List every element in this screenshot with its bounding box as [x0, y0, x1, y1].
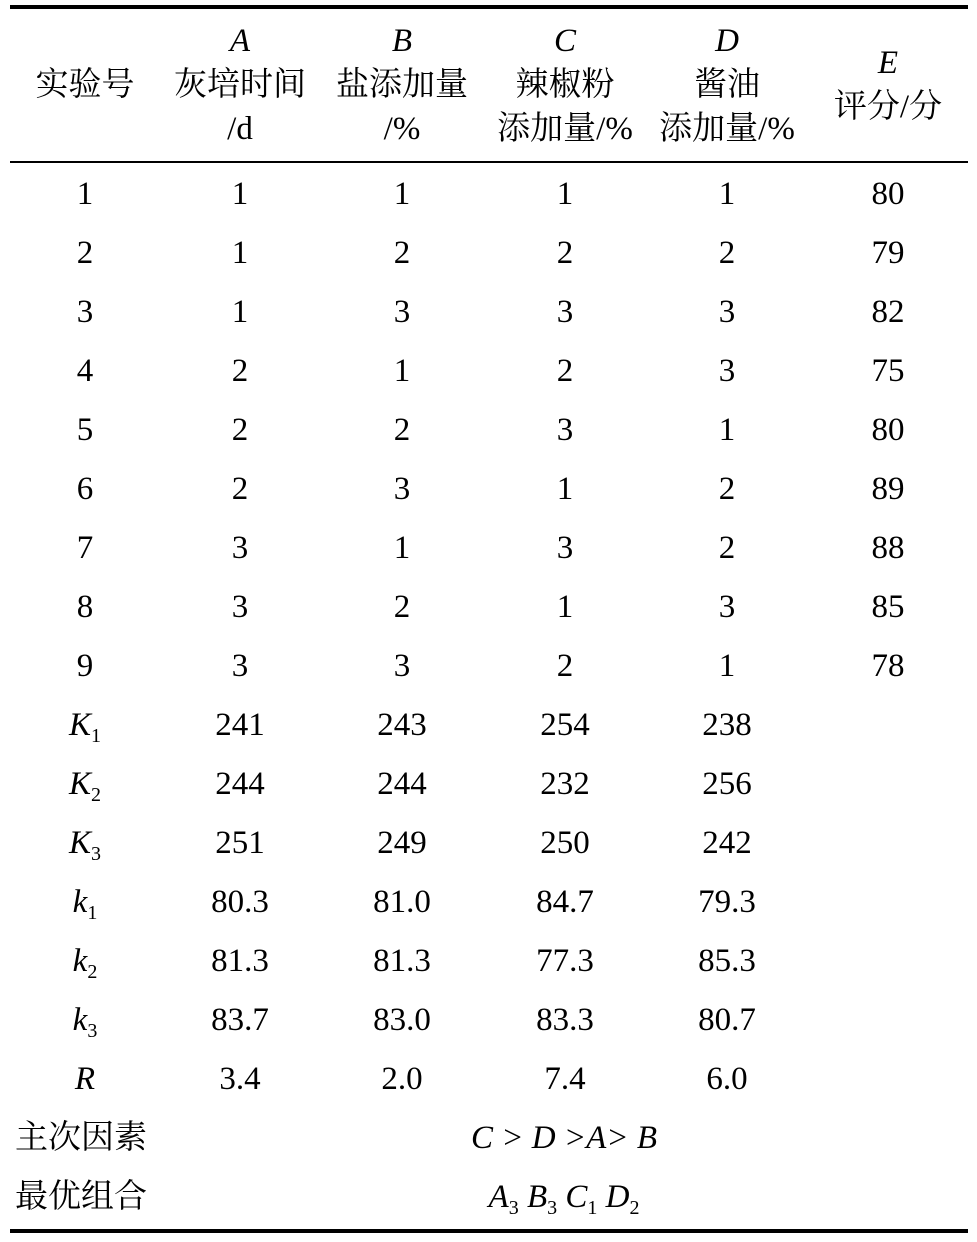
factor-b-cell: 2: [393, 412, 411, 448]
score-cell: 85: [871, 589, 905, 625]
score-cell: 80: [871, 412, 905, 448]
stat-subscript: 3: [87, 1020, 98, 1042]
stat-a-cell: 81.3: [211, 943, 269, 979]
factor-a-cell: 1: [231, 294, 249, 330]
table-row-optimal: [10, 1168, 968, 1227]
stat-a-cell: 80.3: [211, 884, 269, 920]
optimal-level: 2: [629, 1197, 640, 1219]
header-label: 实验号: [35, 67, 135, 103]
optimal-factor: A: [488, 1179, 509, 1215]
factor-c-cell: 2: [556, 648, 574, 684]
stat-b-cell: 83.0: [373, 1002, 431, 1038]
factor-b-cell: 3: [393, 648, 411, 684]
score-cell: 78: [871, 648, 905, 684]
header-score-e: [808, 9, 968, 161]
factor-a-cell: 3: [231, 589, 249, 625]
stat-d-cell: 256: [702, 766, 752, 802]
stat-c-cell: 77.3: [536, 943, 594, 979]
factor-letter: D: [715, 23, 739, 59]
factor-d-cell: 3: [718, 589, 736, 625]
stat-symbol: K: [68, 825, 91, 861]
score-cell: 75: [871, 353, 905, 389]
stat-symbol: K: [68, 766, 91, 802]
stat-symbol: k: [72, 884, 88, 920]
optimal-level: 1: [587, 1197, 598, 1219]
factor-a-cell: 3: [231, 530, 249, 566]
table-row-k3: [10, 991, 968, 1050]
optimal-term: [526, 1179, 558, 1219]
run-number-cell: 3: [76, 294, 94, 330]
optimal-term: [605, 1179, 640, 1219]
factor-a-cell: 2: [231, 353, 249, 389]
header-run-number: [10, 9, 160, 161]
stat-b-cell: 81.0: [373, 884, 431, 920]
score-cell: 80: [871, 176, 905, 212]
factor-order-value: [160, 1109, 968, 1168]
table-row-run-3: [10, 283, 968, 342]
table-row-run-4: [10, 342, 968, 401]
factor-c-cell: 3: [556, 412, 574, 448]
factor-d-cell: 2: [718, 235, 736, 271]
empty-cell: [808, 755, 968, 814]
factor-c-cell: 1: [556, 471, 574, 507]
score-cell: 89: [871, 471, 905, 507]
factor-unit: /%: [383, 111, 421, 147]
stat-a-cell: 3.4: [219, 1061, 261, 1097]
stat-subscript: 1: [91, 725, 101, 747]
stat-d-cell: 242: [702, 825, 752, 861]
stat-d-cell: 79.3: [698, 884, 756, 920]
bottom-rule: [10, 1229, 968, 1233]
table-row-run-6: [10, 460, 968, 519]
factor-d-cell: 1: [718, 412, 736, 448]
table-row-run-5: [10, 401, 968, 460]
optimal-term: [565, 1179, 598, 1219]
factor-a-cell: 2: [231, 412, 249, 448]
factor-name: 灰培时间: [174, 67, 306, 103]
factor-b-cell: 2: [393, 235, 411, 271]
factor-d-cell: 1: [718, 176, 736, 212]
stat-symbol: k: [72, 943, 88, 979]
header-factor-d: [646, 9, 808, 161]
stat-c-cell: 254: [540, 707, 590, 743]
factor-order-label: 主次因素: [15, 1120, 147, 1156]
stat-subscript: 3: [91, 843, 101, 865]
optimal-level: 3: [547, 1197, 558, 1219]
factor-letter: C: [553, 23, 576, 59]
factor-a-cell: 1: [231, 235, 249, 271]
stat-symbol: K: [68, 707, 91, 743]
factor-c-cell: 2: [556, 353, 574, 389]
factor-name: 酱油: [694, 67, 760, 103]
run-number-cell: 6: [76, 471, 94, 507]
stat-a-cell: 241: [215, 707, 265, 743]
table-row-K2: [10, 755, 968, 814]
factor-b-cell: 3: [393, 294, 411, 330]
table-row-run-2: [10, 224, 968, 283]
factor-b-cell: 2: [393, 589, 411, 625]
optimal-value: [160, 1168, 968, 1227]
stat-label-cell: [10, 873, 160, 932]
stat-label-cell: [10, 1050, 160, 1109]
factor-unit: 添加量/%: [497, 111, 633, 147]
table-row-run-7: [10, 519, 968, 578]
header-factor-b: [320, 9, 484, 161]
factor-letter: B: [391, 23, 413, 59]
optimal-factor: B: [526, 1179, 548, 1215]
stat-c-cell: 232: [540, 766, 590, 802]
stat-subscript: 2: [91, 784, 101, 806]
stat-b-cell: 244: [377, 766, 427, 802]
factor-b-cell: 1: [393, 530, 411, 566]
factor-c-cell: 3: [556, 530, 574, 566]
factor-d-cell: 3: [718, 294, 736, 330]
stat-d-cell: 85.3: [698, 943, 756, 979]
empty-cell: [808, 1050, 968, 1109]
factor-d-cell: 2: [718, 530, 736, 566]
table-row-run-1: [10, 165, 968, 224]
stat-c-cell: 7.4: [544, 1061, 586, 1097]
empty-cell: [808, 991, 968, 1050]
run-number-cell: 1: [76, 176, 94, 212]
stat-label-cell: [10, 755, 160, 814]
run-number-cell: 9: [76, 648, 94, 684]
factor-letter: A: [229, 23, 251, 59]
stat-d-cell: 6.0: [706, 1061, 748, 1097]
factor-c-cell: 2: [556, 235, 574, 271]
factor-b-cell: 3: [393, 471, 411, 507]
header-factor-a: [160, 9, 320, 161]
empty-cell: [808, 873, 968, 932]
factor-name: 盐添加量: [336, 67, 468, 103]
table-row-run-8: [10, 578, 968, 637]
stat-a-cell: 244: [215, 766, 265, 802]
table-row-run-9: [10, 637, 968, 696]
stat-b-cell: 2.0: [381, 1061, 423, 1097]
results-table: [10, 165, 968, 1227]
factor-b-cell: 1: [393, 176, 411, 212]
table-header: [10, 9, 968, 161]
factor-d-cell: 2: [718, 471, 736, 507]
run-number-cell: 2: [76, 235, 94, 271]
empty-cell: [808, 696, 968, 755]
stat-c-cell: 84.7: [536, 884, 594, 920]
factor-d-cell: 1: [718, 648, 736, 684]
run-number-cell: 4: [76, 353, 94, 389]
header-rule: [10, 161, 968, 163]
factor-c-cell: 3: [556, 294, 574, 330]
score-cell: 79: [871, 235, 905, 271]
factor-a-cell: 2: [231, 471, 249, 507]
factor-c-cell: 1: [556, 589, 574, 625]
stat-d-cell: 80.7: [698, 1002, 756, 1038]
score-cell: 82: [871, 294, 905, 330]
factor-d-cell: 3: [718, 353, 736, 389]
table-row-R: [10, 1050, 968, 1109]
score-letter: E: [877, 45, 899, 81]
table-row-K1: [10, 696, 968, 755]
stat-symbol: k: [72, 1002, 88, 1038]
table-row-factor-order: [10, 1109, 968, 1168]
optimal-factor: D: [605, 1179, 630, 1215]
optimal-level: 3: [508, 1197, 519, 1219]
factor-c-cell: 1: [556, 176, 574, 212]
empty-cell: [808, 932, 968, 991]
factor-a-cell: 1: [231, 176, 249, 212]
factor-unit: /d: [227, 111, 253, 147]
stat-c-cell: 83.3: [536, 1002, 594, 1038]
score-cell: 88: [871, 530, 905, 566]
stat-label-cell: [10, 991, 160, 1050]
stat-b-cell: 243: [377, 707, 427, 743]
stat-c-cell: 250: [540, 825, 590, 861]
table-row-k2: [10, 932, 968, 991]
run-number-cell: 5: [76, 412, 94, 448]
table-row-k1: [10, 873, 968, 932]
factor-unit: 添加量/%: [659, 111, 795, 147]
stat-subscript: 2: [87, 961, 98, 983]
stat-label-cell: [10, 932, 160, 991]
stat-b-cell: 81.3: [373, 943, 431, 979]
stat-subscript: 1: [87, 902, 98, 924]
stat-symbol: R: [74, 1061, 96, 1097]
stat-d-cell: 238: [702, 707, 752, 743]
empty-cell: [808, 814, 968, 873]
header-factor-c: [484, 9, 646, 161]
factor-name: 辣椒粉: [515, 67, 615, 103]
optimal-term: [488, 1179, 519, 1219]
stat-label-cell: [10, 696, 160, 755]
run-number-cell: 7: [76, 530, 94, 566]
stat-label-cell: [10, 814, 160, 873]
factor-a-cell: 3: [231, 648, 249, 684]
stat-a-cell: 251: [215, 825, 265, 861]
factor-order-text: C > D >A> B: [471, 1120, 657, 1156]
stat-a-cell: 83.7: [211, 1002, 269, 1038]
optimal-label: 最优组合: [15, 1179, 147, 1215]
factor-b-cell: 1: [393, 353, 411, 389]
stat-b-cell: 249: [377, 825, 427, 861]
optimal-factor: C: [565, 1179, 588, 1215]
run-number-cell: 8: [76, 589, 94, 625]
table-row-K3: [10, 814, 968, 873]
score-name: 评分/分: [833, 89, 943, 125]
